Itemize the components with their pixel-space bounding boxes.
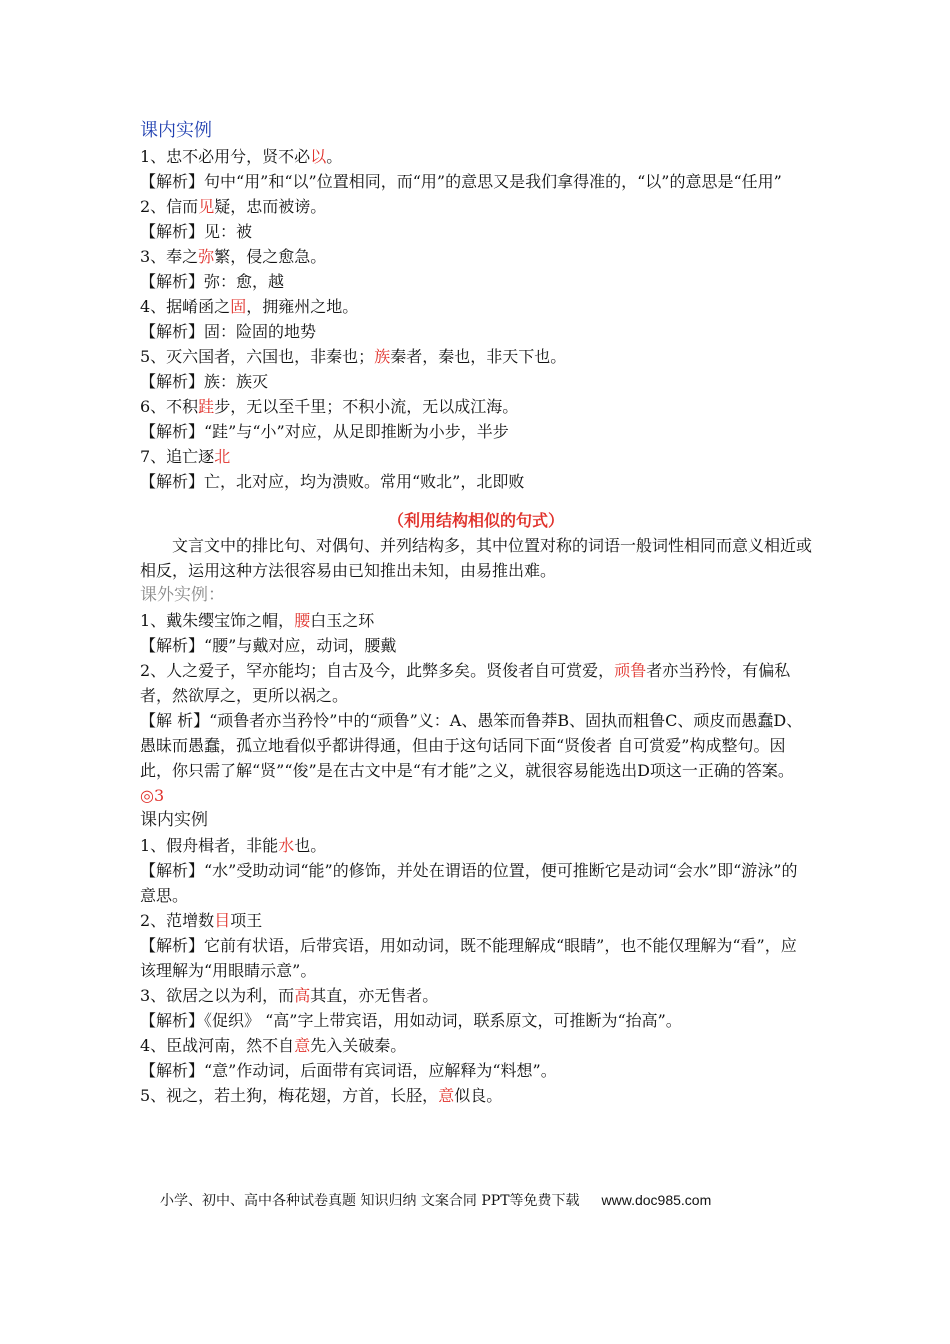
analysis-line: 【解析】见：被 — [140, 222, 253, 241]
example-item: 1、假舟楫者，非能水也。 — [140, 836, 327, 855]
analysis-line: 【解析】弥：愈，越 — [140, 272, 285, 291]
footer-site: www.doc985.com — [601, 1192, 712, 1208]
analysis-line: 【解析】“意”作动词，后面带有宾词语，应解释为“料想”。 — [140, 1061, 557, 1080]
example-item: 3、欲居之以为利，而高其直，亦无售者。 — [140, 986, 439, 1005]
key-word: 意 — [438, 1086, 455, 1105]
key-word: 高 — [294, 986, 311, 1005]
analysis-line: 【解析】“腰”与戴对应，动词，腰戴 — [140, 636, 397, 655]
key-word: 固 — [230, 297, 247, 316]
example-item: 1、忠不必用兮，贤不必以。 — [140, 147, 343, 166]
example-item: 2、人之爱子，罕亦能均；自古及今，此弊多矣。贤俊者自可赏爱，顽鲁者亦当矜怜，有偏私者，然欲厚之，更所以祸之。 — [140, 661, 791, 705]
analysis-line: 【解析】亡，北对应，均为溃败。常用“败北”，北即败 — [140, 472, 525, 491]
section3-list — [140, 833, 812, 1108]
section1-list — [140, 144, 812, 494]
section-heading-extra: 课外实例： — [140, 585, 225, 605]
section-title-structure: （利用结构相似的句式） — [387, 511, 564, 530]
analysis-line: 【解 析】“顽鲁者亦当矜怜”中的“顽鲁”义：A、愚笨而鲁莽B、固执而粗鲁C、顽皮而愚蠢D、愚昧而愚蠢，孤立地看似乎都讲得通，但由于这句话同下面“贤俊者 自可赏爱”构成整句。因此，你只需了解“贤”“俊”是在古文中是“有才能”之义，就很容易能选出D项这一正确的答案。 — [140, 711, 803, 780]
section-heading-in-class: 课内实例 — [140, 120, 212, 141]
key-word: 目 — [214, 911, 231, 930]
key-word: 弥 — [198, 247, 215, 266]
example-item: 1、戴朱缨宝饰之帽，腰白玉之环 — [140, 611, 375, 630]
section-symbol: ◎3 — [140, 786, 165, 805]
analysis-line: 【解析】族：族灭 — [140, 372, 269, 391]
example-item: 4、据崤函之固，拥雍州之地。 — [140, 297, 359, 316]
footer-text: 小学、初中、高中各种试卷真题 知识归纳 文案合同 PPT等免费下载 — [160, 1193, 580, 1209]
analysis-line: 【解析】它前有状语，后带宾语，用如动词，既不能理解成“眼睛”，也不能仅理解为“看”，应该理解为“用眼睛示意”。 — [140, 936, 797, 980]
analysis-line: 【解析】《促织》 “高”字上带宾语，用如动词，联系原文，可推断为“抬高”。 — [140, 1011, 682, 1030]
analysis-line: 【解析】“水”受助动词“能”的修饰，并处在谓语的位置，便可推断它是动词“会水”即“游泳”的意思。 — [140, 861, 798, 905]
document-body — [140, 118, 812, 1108]
key-word: 以 — [310, 147, 327, 166]
example-item: 3、奉之弥繁，侵之愈急。 — [140, 247, 327, 266]
analysis-line: 【解析】固：险固的地势 — [140, 322, 317, 341]
section-heading-in-class-2: 课内实例 — [140, 810, 208, 830]
key-word: 见 — [198, 197, 215, 216]
example-item: 6、不积跬步，无以至千里；不积小流，无以成江海。 — [140, 397, 519, 416]
example-item: 2、范增数目项王 — [140, 911, 263, 930]
analysis-line: 【解析】“跬”与“小”对应，从足即推断为小步，半步 — [140, 422, 509, 441]
intro-paragraph: 文言文中的排比句、对偶句、并列结构多，其中位置对称的词语一般词性相同而意义相近或相反，运用这种方法很容易由已知推出未知，由易推出难。 — [140, 536, 813, 580]
key-word: 水 — [278, 836, 295, 855]
analysis-line: 【解析】句中“用”和“以”位置相同，而“用”的意思又是我们拿得准的，“以”的意思是“任用” — [140, 172, 782, 191]
example-item: 7、追亡逐北 — [140, 447, 231, 466]
key-word: 跬 — [198, 397, 215, 416]
example-item: 5、灭六国者，六国也，非秦也；族秦者，秦也，非天下也。 — [140, 347, 567, 366]
key-word: 顽鲁 — [614, 661, 647, 680]
example-item: 4、臣战河南，然不自意先入关破秦。 — [140, 1036, 407, 1055]
page-footer — [160, 1190, 800, 1210]
example-item: 2、信而见疑，忠而被谤。 — [140, 197, 327, 216]
key-word: 腰 — [294, 611, 311, 630]
key-word: 族 — [374, 347, 391, 366]
key-word: 北 — [214, 447, 231, 466]
example-item: 5、视之，若土狗，梅花翅，方首，长胫，意似良。 — [140, 1086, 503, 1105]
key-word: 意 — [294, 1036, 311, 1055]
